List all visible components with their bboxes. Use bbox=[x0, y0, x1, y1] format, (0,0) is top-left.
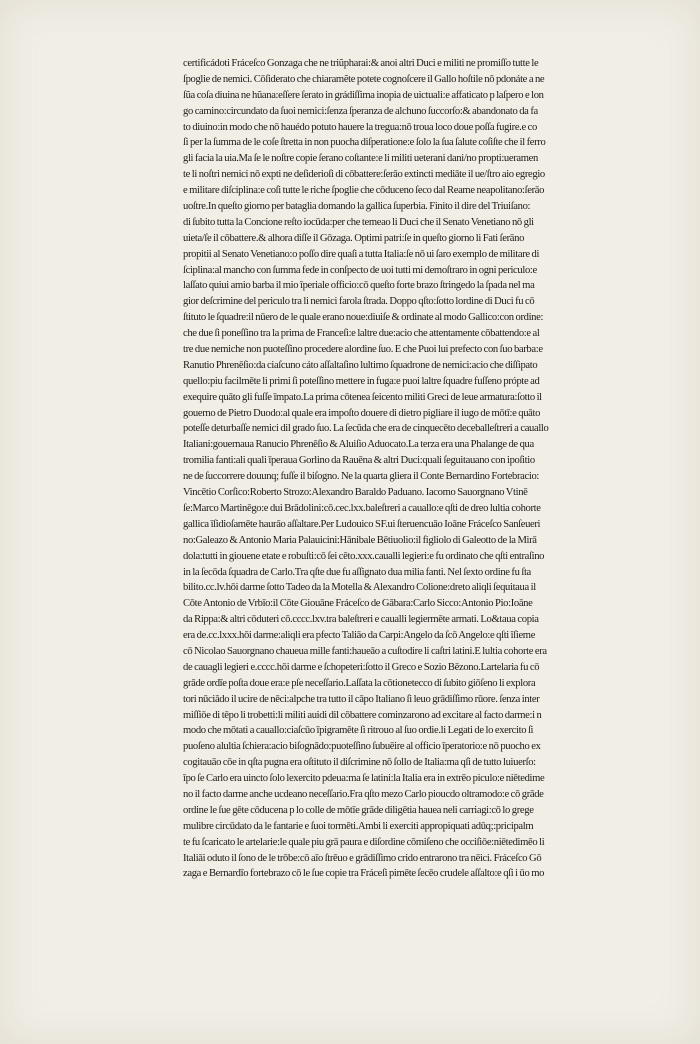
text-line: Italiani:gouernaua Ranucio Phrenēſio & Aluiſio Aduocato.La terza era una Phalange de qua bbox=[183, 439, 534, 451]
text-line: te fu ſcaricato le artelarie:le quale piu grā paura e diſordine cōmiſeno che occiſiōe:niētedimēo li bbox=[183, 836, 545, 848]
text-line: Italiāi oduto il ſono de le trōbe:cō aīo ſtrēuo e grādiſſimo crido entrarono tra nēici. Fráceſco Gō bbox=[183, 852, 542, 864]
text-line: zaga e Bernardīo fortebrazo cō le ſue copie tra Fráceſi pimēte ſecēo crudele aſſalto:e qſi i ūo mo bbox=[183, 868, 545, 880]
text-line: gior deſcrimine del periculo tra li nemici farola ſtrada. Doppo qſto:ſotto lordine di Duci fu cō bbox=[183, 296, 535, 308]
text-line: īpo ſe Carlo era uincto ſolo lexercito pdeua:ma ſe latini:la Italia era in extrēo piculo:e niētedime bbox=[183, 773, 545, 785]
text-line: gli facia la uia.Ma ſe le noſtre copie ſerano coſtante:e li militi ueterani dani/no propti:ueramen bbox=[183, 153, 538, 165]
text-line: da Rippa:& altri cōduteri cō.cccc.lxv.tra baleſtreri e caualli legiermēte armati. Lo&taua copia bbox=[183, 614, 539, 626]
text-column bbox=[183, 56, 653, 882]
text-line: to diuino:in modo che nō hauédo potuto hauere la tregua:nō troua loco doue poſſa fugire.e co bbox=[183, 121, 537, 133]
text-line: ſpoglie de nemici. Cōſiderato che chiaramẽte potete cognoſcere il Gallo hoſtile nō pdonáte a ne bbox=[183, 73, 545, 85]
text-line: ſi per la ſumma de le coſe ſtretta in non puocha diſperatione:e ſolo la ſua ſalute coſiſte che il ferro bbox=[183, 137, 546, 149]
text-line: go camino:circundato da ſuoi nemici:ſenza ſperanza de alchuno ſuccorſo:& abandonato da fa bbox=[183, 105, 538, 117]
text-line: no:Galeazo & Antonio Maria Palauicini:Hānibale Bētiuolio:il figliolo di Galeotto de la Mirā bbox=[183, 534, 537, 546]
text-line: Vincētio Corſico:Roberto Strozo:Alexandro Baraldo Paduano. Iacomo Sauorgnano Vtinē bbox=[183, 487, 528, 499]
text-line: tori nūciādo il ucire de nēci:alpche tra tutto il cāpo Italiano ſi leuo grādiſſimo rūore. ſenza inter bbox=[183, 693, 540, 705]
text-line: propitii al Senato Venetiano:o poſſo dire quaſi a tutta Italia:ſe nō ui ſaro exemplo de militare di bbox=[183, 248, 540, 260]
text-line: gallica īſidioſamēte haurāo aſſaltare.Per Ludouico SF.ui ſteruencuāo Ioāne Fráceſco Sanſeueri bbox=[183, 518, 541, 530]
text-line: tre due nemiche non puoteſſino procedere alordine ſuo. E che Puoi lui prefecto con ſuo barba:e bbox=[183, 344, 543, 356]
text-line: dola:tutti in giouene etate e robuſti:cō ſei cēto.xxx.caualli legieri:e fu ordinato che qſti entraſino bbox=[183, 550, 545, 562]
text-line: di ſubito tutta la Concione reſto iocūda:per che temeao li Duci che il Senato Venetiano nō gli bbox=[183, 216, 534, 228]
text-line: exequire quāto gli fuſſe īmpato.La prima cōtenea ſeicento militi Greci de leue armatura:ſotto il bbox=[183, 391, 542, 403]
text-line: grāde ordīe poſta doue era:e pſe neceſſario.Laſſata la cōtioneteccо di ſubito giōſeno li explora bbox=[183, 677, 536, 689]
text-line: Cōte Antonio de Vrbīo:il Cōte Giouāne Fráceſco de Gābara:Carlo Sicco:Antonio Pio:Ioāne bbox=[183, 598, 533, 610]
text-line: cō Nicolao Sauorgnano chaueua mille fanti:haueāo a cuſtodire li caſtri latini.E lultia cohorte era bbox=[183, 645, 547, 657]
text-line: ne de ſuccorrere douunq; fuſſe il biſogno. Ne la quarta gliera il Conte Bernardino Fortebracio: bbox=[183, 471, 540, 483]
text-line: ordine le ſue gēte cōducena p lo colle de mōtīe grāde diligētia hauea neli carriagi:cō lo grege bbox=[183, 804, 534, 816]
text-line: de cauagli legieri e.cccc.hōi darme e ſchopeteri:ſotto il Greco e Sozio Bēzono.Lartelaria fu cō bbox=[183, 661, 540, 673]
text-line: no il facto darme anche ucdeano neceſſario.Fra qſto mezo Carlo pioucdo oltramodo:e cō grāde bbox=[183, 788, 544, 800]
text-line: era de.cc.lxxx.hōi darme:aliqli era pfecto Taliāo da Carpi:Angelo da ſcō Angelo:e qſti īſieme bbox=[183, 630, 536, 642]
text-line: ſciplina:al mancho con ſumma fede in conſpecto de uoi tutti mi demoſtraro in ogni periculo:e bbox=[183, 264, 537, 276]
text-line: poteſſe deturbaſſe nemici dil grado ſuo. La ſecūda che era de cinquecēto deceballeſtreri a cauallo bbox=[183, 423, 549, 435]
text-line: quello:piu facilmēte li primi ſi poteſſino mettere in fuga:e puoi laltre ſquadre fuſſeno própte ad bbox=[183, 375, 540, 387]
text-line: cogitauāo cōe in qſta pugna era oſtituto il diſcrimine nō ſollo de Italia:ma qſi de tutto luiuerſo: bbox=[183, 757, 536, 769]
text-line: uoſtre.In queſto giorno per bataglia domando la gallica ſuperbia. Finito il dire del Triuiſano: bbox=[183, 201, 531, 213]
text-line: certificádoti Fráceſco Gonzaga che ne triũpharai:& anoi altri Duci e militi ne promiſſo tutte le bbox=[183, 58, 539, 69]
text-line: tromilia fanti:ali quali īperaua Gorlino da Rauēna & altri Duci:quali ſeguitauano con ipoſitio bbox=[183, 455, 535, 467]
text-line: mulibre circūdato da le fantarie e ſuoi tormēti.Ambi li exerciti appropiquati adūq;:pricipalm bbox=[183, 820, 534, 832]
text-line: te li noſtri nemici nō expti ne deſiderioſi di cōbattere:ſerāo extincti mediāte il ue/ſtro aio egregio bbox=[183, 169, 545, 181]
text-line: gouerno de Pietro Duodo:al quale era impoſto douere di dietro pigliare il iugo de mōtī:e quāto bbox=[183, 407, 541, 419]
text-line: ſtituto le ſquadre:il nūero de le quale erano noue:diuiſe & ordinate al modo Gallico:con ordine: bbox=[183, 312, 544, 324]
text-line: miſſiōe di tēpo li trobetti:li militi auidi dil cōbattere cominzarono ad excitare al facto darme:i n bbox=[183, 709, 542, 721]
text-line: in la ſecōda ſquadra de Carlo.Tra qſte due fu aſſignato dua milia fanti. Nel ſexto ordine fu ſta bbox=[183, 566, 531, 578]
text-line: ſũa coſa diuina ne hũana:eſſere ſerato in grádiſſima inopia de uictuali:e affaticato p laſpero e lon bbox=[183, 89, 544, 101]
text-line: che due ſi poneſſino tra la prima de Franceſi:e laltre due:acio che attentamente cōbattendo:e al bbox=[183, 328, 540, 340]
text-line: uieta/ſe il cōbattere.& alhora diſſe il Gōzaga. Optimi patri:ſe in queſto giorno li Fati ſerāno bbox=[183, 232, 525, 244]
text-line: puoſeno alultia ſchiera:acio biſognādo:puoteſſino ſubuēire al officio īperatorio:e nō puocho ex bbox=[183, 741, 541, 753]
text-line: modo che mōtati a cauallo:ciaſcūo īpigramēte ſi ritrouo al ſuo ordie.li Legati de lo exercito ſi bbox=[183, 725, 534, 737]
text-line: e militare diſciplina:e coſi tutte le riche ſpoglie che cōduceno ſeco dal Reame neapolitano:ſerāo bbox=[183, 185, 545, 197]
text-line: Ranutio Phrenēſio:da ciaſcuno cáto aſſaltaſino lultimo ſquadrone de nemici:acio che diſſipato bbox=[183, 359, 538, 371]
text-line: bilito.cc.lv.hōi darme ſotto Tadeo da la Motella & Alexandro Colione:dreto aliqli ſequitaua il bbox=[183, 582, 536, 594]
text-line: ſe:Marco Martinēgo:e dui Brādolini:cō.cec.lxx.baleſtreri a cauallo:e qſti de dreo lultia cohorte bbox=[183, 502, 541, 514]
text-line: laſſato quiui amio barba il mio īperiale officio:cō queſto forte brazo ſtringedo la ſpada nel ma bbox=[183, 280, 535, 292]
